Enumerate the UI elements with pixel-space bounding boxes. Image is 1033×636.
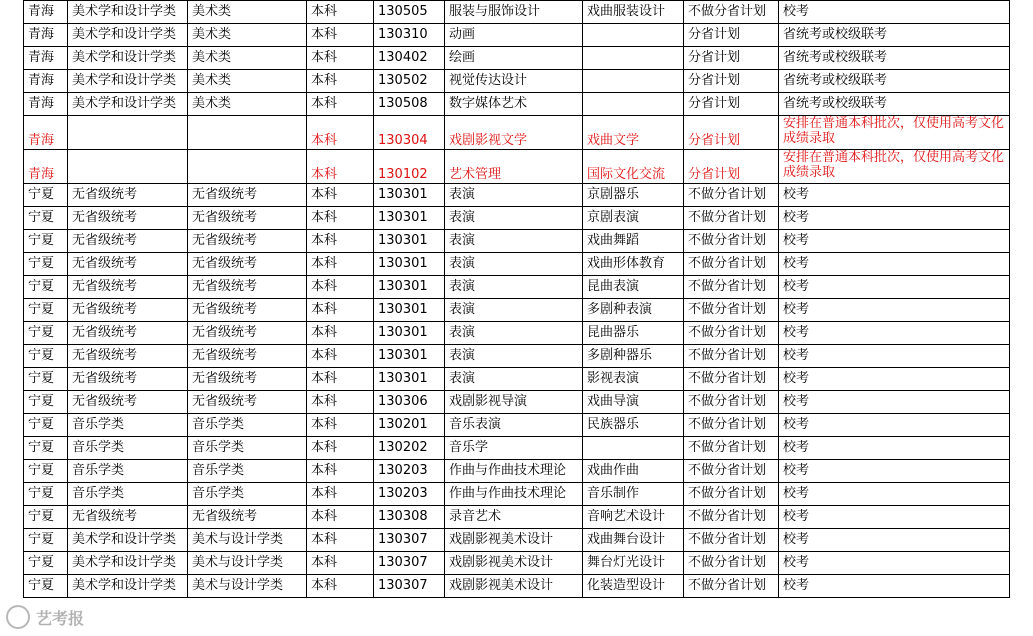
- cell-level[interactable]: 本科: [307, 93, 374, 116]
- cell-level[interactable]: 本科: [307, 47, 374, 70]
- cell-code[interactable]: 130301: [374, 322, 445, 345]
- watermark: [6, 602, 84, 632]
- cell-subcategory[interactable]: 无省级统考: [188, 230, 307, 253]
- cell-province[interactable]: 青海: [24, 150, 68, 184]
- cell-direction[interactable]: 音乐制作: [583, 483, 684, 506]
- table-row: [24, 93, 1010, 116]
- cell-plan[interactable]: 不做分省计划: [684, 253, 779, 276]
- cell-category[interactable]: 美术学和设计学类: [68, 529, 188, 552]
- cell-major[interactable]: 戏剧影视导演: [445, 391, 583, 414]
- cell-plan[interactable]: 不做分省计划: [684, 207, 779, 230]
- cell-major[interactable]: 服装与服饰设计: [445, 1, 583, 24]
- cell-code[interactable]: 130201: [374, 414, 445, 437]
- cell-province[interactable]: 青海: [24, 93, 68, 116]
- cell-exam[interactable]: 校考: [779, 391, 1010, 414]
- cell-major[interactable]: 音乐学: [445, 437, 583, 460]
- cell-direction[interactable]: 京剧器乐: [583, 184, 684, 207]
- cell-direction[interactable]: 国际文化交流: [583, 150, 684, 184]
- cell-province[interactable]: 宁夏: [24, 483, 68, 506]
- cell-category[interactable]: 无省级统考: [68, 368, 188, 391]
- cell-code[interactable]: 130301: [374, 253, 445, 276]
- cell-major[interactable]: 艺术管理: [445, 150, 583, 184]
- cell-level[interactable]: 本科: [307, 575, 374, 598]
- cell-plan[interactable]: 不做分省计划: [684, 506, 779, 529]
- cell-major[interactable]: 戏剧影视文学: [445, 116, 583, 150]
- cell-category[interactable]: 美术学和设计学类: [68, 552, 188, 575]
- table-row: [24, 24, 1010, 47]
- cell-exam[interactable]: 校考: [779, 207, 1010, 230]
- cell-category[interactable]: 音乐学类: [68, 414, 188, 437]
- cell-code[interactable]: 130301: [374, 230, 445, 253]
- cell-code[interactable]: 130203: [374, 483, 445, 506]
- cell-plan[interactable]: 不做分省计划: [684, 322, 779, 345]
- cell-direction[interactable]: 多剧种器乐: [583, 345, 684, 368]
- cell-subcategory[interactable]: 音乐学类: [188, 437, 307, 460]
- table-row: [24, 1, 1010, 24]
- cell-major[interactable]: 动画: [445, 24, 583, 47]
- cell-code[interactable]: 130301: [374, 345, 445, 368]
- cell-level[interactable]: 本科: [307, 299, 374, 322]
- table-row: [24, 552, 1010, 575]
- cell-direction[interactable]: 化装造型设计: [583, 575, 684, 598]
- cell-category[interactable]: 无省级统考: [68, 506, 188, 529]
- cell-province[interactable]: 宁夏: [24, 437, 68, 460]
- cell-major[interactable]: 表演: [445, 230, 583, 253]
- cell-province[interactable]: 宁夏: [24, 184, 68, 207]
- cell-province[interactable]: 青海: [24, 1, 68, 24]
- cell-code[interactable]: 130301: [374, 276, 445, 299]
- cell-exam[interactable]: 校考: [779, 322, 1010, 345]
- cell-category[interactable]: 无省级统考: [68, 230, 188, 253]
- cell-category[interactable]: 无省级统考: [68, 345, 188, 368]
- cell-exam[interactable]: 校考: [779, 184, 1010, 207]
- cell-plan[interactable]: 不做分省计划: [684, 184, 779, 207]
- table-row: [24, 529, 1010, 552]
- cell-direction[interactable]: 多剧种表演: [583, 299, 684, 322]
- cell-exam[interactable]: 省统考或校级联考: [779, 47, 1010, 70]
- cell-exam[interactable]: 省统考或校级联考: [779, 24, 1010, 47]
- cell-major[interactable]: 数字媒体艺术: [445, 93, 583, 116]
- cell-direction[interactable]: 昆曲器乐: [583, 322, 684, 345]
- cell-code[interactable]: 130307: [374, 529, 445, 552]
- cell-subcategory[interactable]: [188, 116, 307, 150]
- cell-code[interactable]: 130301: [374, 368, 445, 391]
- table-row: [24, 253, 1010, 276]
- cell-major[interactable]: 表演: [445, 345, 583, 368]
- cell-code[interactable]: 130301: [374, 207, 445, 230]
- cell-major[interactable]: 视觉传达设计: [445, 70, 583, 93]
- table-row: [24, 299, 1010, 322]
- cell-level[interactable]: 本科: [307, 414, 374, 437]
- cell-province[interactable]: 青海: [24, 70, 68, 93]
- cell-code[interactable]: 130508: [374, 93, 445, 116]
- cell-direction[interactable]: 戏曲舞台设计: [583, 529, 684, 552]
- cell-subcategory[interactable]: 美术与设计学类: [188, 575, 307, 598]
- cell-plan[interactable]: 不做分省计划: [684, 230, 779, 253]
- cell-level[interactable]: 本科: [307, 322, 374, 345]
- cell-direction[interactable]: [583, 437, 684, 460]
- cell-subcategory[interactable]: 无省级统考: [188, 184, 307, 207]
- cell-code[interactable]: 130202: [374, 437, 445, 460]
- cell-exam[interactable]: 校考: [779, 506, 1010, 529]
- cell-plan[interactable]: 分省计划: [684, 24, 779, 47]
- cell-province[interactable]: 宁夏: [24, 414, 68, 437]
- cell-exam[interactable]: 校考: [779, 575, 1010, 598]
- cell-plan[interactable]: 不做分省计划: [684, 414, 779, 437]
- cell-category[interactable]: 无省级统考: [68, 299, 188, 322]
- cell-level[interactable]: 本科: [307, 345, 374, 368]
- cell-exam[interactable]: 安排在普通本科批次，仅使用高考文化成绩录取: [779, 150, 1010, 184]
- cell-level[interactable]: 本科: [307, 276, 374, 299]
- table-row: [24, 391, 1010, 414]
- cell-direction[interactable]: 戏曲形体教育: [583, 253, 684, 276]
- cell-level[interactable]: 本科: [307, 460, 374, 483]
- cell-exam[interactable]: 校考: [779, 552, 1010, 575]
- cell-subcategory[interactable]: 无省级统考: [188, 391, 307, 414]
- cell-code[interactable]: 130402: [374, 47, 445, 70]
- table-row: [24, 575, 1010, 598]
- cell-direction[interactable]: 音响艺术设计: [583, 506, 684, 529]
- cell-category[interactable]: 无省级统考: [68, 253, 188, 276]
- cell-major[interactable]: 戏剧影视美术设计: [445, 552, 583, 575]
- cell-level[interactable]: 本科: [307, 529, 374, 552]
- cell-level[interactable]: 本科: [307, 368, 374, 391]
- cell-exam[interactable]: 校考: [779, 299, 1010, 322]
- cell-exam[interactable]: 省统考或校级联考: [779, 93, 1010, 116]
- cell-province[interactable]: 宁夏: [24, 230, 68, 253]
- cell-category[interactable]: 美术学和设计学类: [68, 47, 188, 70]
- cell-province[interactable]: 宁夏: [24, 345, 68, 368]
- cell-major[interactable]: 表演: [445, 276, 583, 299]
- table-row: [24, 47, 1010, 70]
- table-row: [24, 368, 1010, 391]
- cell-level[interactable]: 本科: [307, 230, 374, 253]
- table-row: [24, 230, 1010, 253]
- cell-plan[interactable]: 不做分省计划: [684, 575, 779, 598]
- cell-subcategory[interactable]: 无省级统考: [188, 299, 307, 322]
- spreadsheet: [23, 0, 1010, 598]
- cell-plan[interactable]: 不做分省计划: [684, 552, 779, 575]
- cell-major[interactable]: 戏剧影视美术设计: [445, 529, 583, 552]
- cell-province[interactable]: 宁夏: [24, 391, 68, 414]
- table-row: [24, 322, 1010, 345]
- cell-category[interactable]: 美术学和设计学类: [68, 70, 188, 93]
- cell-level[interactable]: 本科: [307, 552, 374, 575]
- cell-subcategory[interactable]: 美术类: [188, 93, 307, 116]
- cell-subcategory[interactable]: 无省级统考: [188, 506, 307, 529]
- cell-major[interactable]: 戏剧影视美术设计: [445, 575, 583, 598]
- cell-subcategory[interactable]: 无省级统考: [188, 253, 307, 276]
- cell-category[interactable]: [68, 116, 188, 150]
- cell-major[interactable]: 作曲与作曲技术理论: [445, 483, 583, 506]
- cell-subcategory[interactable]: 美术类: [188, 70, 307, 93]
- cell-subcategory[interactable]: 美术与设计学类: [188, 529, 307, 552]
- cell-subcategory[interactable]: 美术类: [188, 47, 307, 70]
- cell-direction[interactable]: 京剧表演: [583, 207, 684, 230]
- cell-exam[interactable]: 校考: [779, 1, 1010, 24]
- cell-province[interactable]: 宁夏: [24, 322, 68, 345]
- cell-province[interactable]: 青海: [24, 116, 68, 150]
- cell-level[interactable]: 本科: [307, 70, 374, 93]
- cell-code[interactable]: 130203: [374, 460, 445, 483]
- cell-province[interactable]: 青海: [24, 24, 68, 47]
- cell-category[interactable]: 无省级统考: [68, 322, 188, 345]
- cell-plan[interactable]: 不做分省计划: [684, 460, 779, 483]
- cell-subcategory[interactable]: 美术类: [188, 1, 307, 24]
- cell-subcategory[interactable]: 音乐学类: [188, 460, 307, 483]
- watermark-logo-icon: [6, 605, 30, 629]
- table-row: [24, 414, 1010, 437]
- cell-direction[interactable]: [583, 24, 684, 47]
- cell-major[interactable]: 表演: [445, 322, 583, 345]
- table-row: [24, 345, 1010, 368]
- cell-province[interactable]: 宁夏: [24, 276, 68, 299]
- cell-exam[interactable]: 校考: [779, 276, 1010, 299]
- cell-province[interactable]: 宁夏: [24, 529, 68, 552]
- cell-category[interactable]: 无省级统考: [68, 391, 188, 414]
- cell-category[interactable]: 音乐学类: [68, 460, 188, 483]
- cell-plan[interactable]: 不做分省计划: [684, 529, 779, 552]
- cell-direction[interactable]: 戏曲导演: [583, 391, 684, 414]
- cell-code[interactable]: 130502: [374, 70, 445, 93]
- cell-province[interactable]: 宁夏: [24, 552, 68, 575]
- cell-level[interactable]: 本科: [307, 150, 374, 184]
- cell-plan[interactable]: 分省计划: [684, 93, 779, 116]
- cell-level[interactable]: 本科: [307, 1, 374, 24]
- table-row: [24, 207, 1010, 230]
- cell-category[interactable]: 无省级统考: [68, 184, 188, 207]
- cell-province[interactable]: 宁夏: [24, 575, 68, 598]
- cell-plan[interactable]: 不做分省计划: [684, 1, 779, 24]
- cell-exam[interactable]: 校考: [779, 483, 1010, 506]
- cell-exam[interactable]: 校考: [779, 460, 1010, 483]
- cell-exam[interactable]: 安排在普通本科批次，仅使用高考文化成绩录取: [779, 116, 1010, 150]
- cell-province[interactable]: 宁夏: [24, 368, 68, 391]
- cell-plan[interactable]: 分省计划: [684, 47, 779, 70]
- cell-direction[interactable]: 昆曲表演: [583, 276, 684, 299]
- cell-exam[interactable]: 校考: [779, 253, 1010, 276]
- cell-province[interactable]: 宁夏: [24, 207, 68, 230]
- cell-direction[interactable]: [583, 47, 684, 70]
- cell-province[interactable]: 宁夏: [24, 299, 68, 322]
- cell-plan[interactable]: 不做分省计划: [684, 483, 779, 506]
- cell-plan[interactable]: 不做分省计划: [684, 368, 779, 391]
- cell-plan[interactable]: 分省计划: [684, 70, 779, 93]
- cell-code[interactable]: 130304: [374, 116, 445, 150]
- table-row: [24, 506, 1010, 529]
- cell-direction[interactable]: 影视表演: [583, 368, 684, 391]
- table-row: [24, 70, 1010, 93]
- cell-plan[interactable]: 不做分省计划: [684, 391, 779, 414]
- cell-subcategory[interactable]: 无省级统考: [188, 345, 307, 368]
- cell-level[interactable]: 本科: [307, 506, 374, 529]
- admissions-table: [23, 0, 1010, 598]
- cell-major[interactable]: 录音艺术: [445, 506, 583, 529]
- cell-category[interactable]: 美术学和设计学类: [68, 1, 188, 24]
- cell-major[interactable]: 作曲与作曲技术理论: [445, 460, 583, 483]
- cell-major[interactable]: 表演: [445, 184, 583, 207]
- cell-category[interactable]: 音乐学类: [68, 483, 188, 506]
- cell-plan[interactable]: 不做分省计划: [684, 276, 779, 299]
- cell-plan[interactable]: 不做分省计划: [684, 437, 779, 460]
- cell-category[interactable]: 无省级统考: [68, 207, 188, 230]
- cell-major[interactable]: 音乐表演: [445, 414, 583, 437]
- cell-subcategory[interactable]: 无省级统考: [188, 368, 307, 391]
- cell-level[interactable]: 本科: [307, 437, 374, 460]
- cell-exam[interactable]: 校考: [779, 529, 1010, 552]
- watermark-text: 艺考报: [36, 608, 85, 628]
- cell-major[interactable]: 绘画: [445, 47, 583, 70]
- cell-exam[interactable]: 省统考或校级联考: [779, 70, 1010, 93]
- cell-direction[interactable]: 舞台灯光设计: [583, 552, 684, 575]
- cell-code[interactable]: 130307: [374, 552, 445, 575]
- cell-major[interactable]: 表演: [445, 368, 583, 391]
- cell-direction[interactable]: [583, 70, 684, 93]
- cell-plan[interactable]: 不做分省计划: [684, 345, 779, 368]
- cell-plan[interactable]: 分省计划: [684, 116, 779, 150]
- cell-category[interactable]: 音乐学类: [68, 437, 188, 460]
- cell-subcategory[interactable]: 音乐学类: [188, 483, 307, 506]
- cell-subcategory[interactable]: 美术类: [188, 24, 307, 47]
- cell-category[interactable]: 美术学和设计学类: [68, 575, 188, 598]
- cell-level[interactable]: 本科: [307, 391, 374, 414]
- cell-subcategory[interactable]: 音乐学类: [188, 414, 307, 437]
- cell-direction[interactable]: [583, 93, 684, 116]
- cell-level[interactable]: 本科: [307, 116, 374, 150]
- cell-subcategory[interactable]: [188, 150, 307, 184]
- cell-level[interactable]: 本科: [307, 184, 374, 207]
- cell-code[interactable]: 130102: [374, 150, 445, 184]
- table-row: [24, 150, 1010, 184]
- cell-direction[interactable]: 戏曲服装设计: [583, 1, 684, 24]
- cell-subcategory[interactable]: 无省级统考: [188, 322, 307, 345]
- cell-code[interactable]: 130505: [374, 1, 445, 24]
- cell-code[interactable]: 130301: [374, 184, 445, 207]
- cell-plan[interactable]: 分省计划: [684, 150, 779, 184]
- table-row: [24, 184, 1010, 207]
- cell-code[interactable]: 130306: [374, 391, 445, 414]
- cell-subcategory[interactable]: 美术与设计学类: [188, 552, 307, 575]
- table-row: [24, 437, 1010, 460]
- cell-province[interactable]: 宁夏: [24, 460, 68, 483]
- cell-category[interactable]: 无省级统考: [68, 276, 188, 299]
- cell-province[interactable]: 宁夏: [24, 506, 68, 529]
- cell-level[interactable]: 本科: [307, 253, 374, 276]
- cell-major[interactable]: 表演: [445, 253, 583, 276]
- cell-code[interactable]: 130301: [374, 299, 445, 322]
- cell-subcategory[interactable]: 无省级统考: [188, 276, 307, 299]
- table-row: [24, 116, 1010, 150]
- cell-exam[interactable]: 校考: [779, 368, 1010, 391]
- cell-exam[interactable]: 校考: [779, 345, 1010, 368]
- cell-exam[interactable]: 校考: [779, 414, 1010, 437]
- cell-province[interactable]: 青海: [24, 47, 68, 70]
- cell-plan[interactable]: 不做分省计划: [684, 299, 779, 322]
- cell-major[interactable]: 表演: [445, 207, 583, 230]
- cell-province[interactable]: 宁夏: [24, 253, 68, 276]
- table-row: [24, 460, 1010, 483]
- cell-code[interactable]: 130308: [374, 506, 445, 529]
- cell-level[interactable]: 本科: [307, 483, 374, 506]
- cell-code[interactable]: 130310: [374, 24, 445, 47]
- cell-subcategory[interactable]: 无省级统考: [188, 207, 307, 230]
- cell-level[interactable]: 本科: [307, 24, 374, 47]
- cell-level[interactable]: 本科: [307, 207, 374, 230]
- table-row: [24, 276, 1010, 299]
- cell-exam[interactable]: 校考: [779, 230, 1010, 253]
- cell-major[interactable]: 表演: [445, 299, 583, 322]
- table-row: [24, 483, 1010, 506]
- cell-category[interactable]: [68, 150, 188, 184]
- cell-category[interactable]: 美术学和设计学类: [68, 24, 188, 47]
- cell-direction[interactable]: 民族器乐: [583, 414, 684, 437]
- cell-direction[interactable]: 戏曲舞蹈: [583, 230, 684, 253]
- cell-direction[interactable]: 戏曲作曲: [583, 460, 684, 483]
- cell-exam[interactable]: 校考: [779, 437, 1010, 460]
- cell-code[interactable]: 130307: [374, 575, 445, 598]
- cell-category[interactable]: 美术学和设计学类: [68, 93, 188, 116]
- cell-direction[interactable]: 戏曲文学: [583, 116, 684, 150]
